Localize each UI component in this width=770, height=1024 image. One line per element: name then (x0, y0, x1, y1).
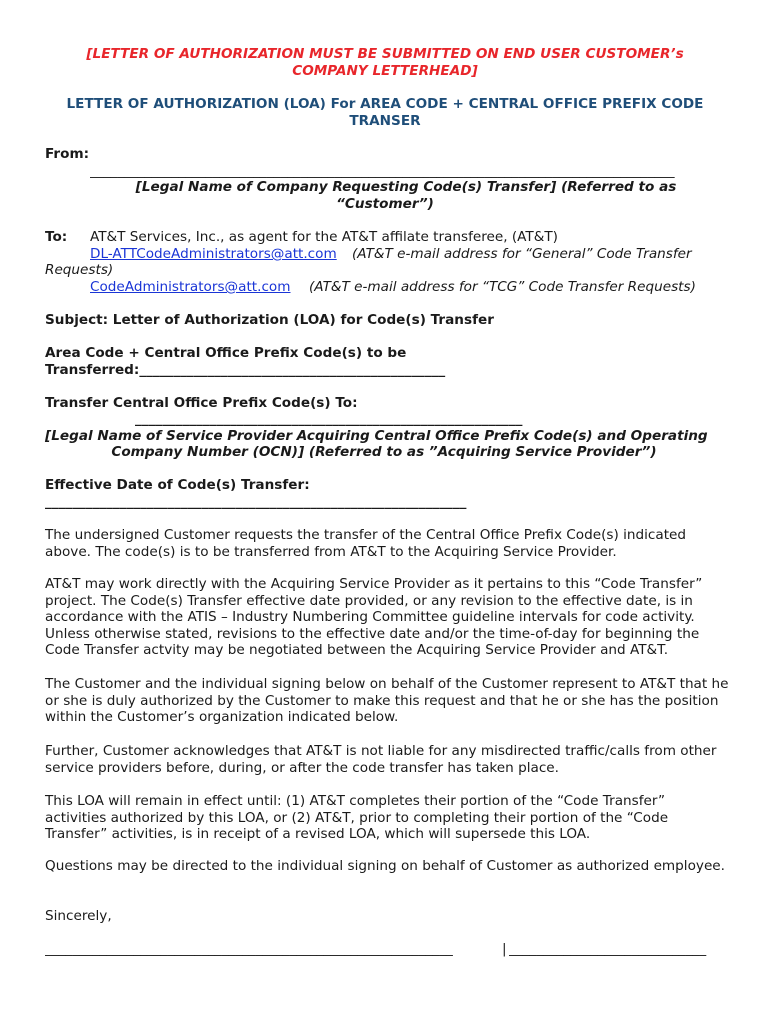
paragraph-att-coordination: AT&T may work directly with the Acquiring Service Provider as it pertains to this “Code Transfer” project. The Code(s) Transfer effective date provided, or any revision to the effective date, is in accordance with the ATIS – Industry Numbering Committee guideline intervals for code activity. Unless otherwise stated, revisions to the effective date and/or the time-of-day for beginning the Code Transfer actvity may be negotiated between the Acquiring Service Provider and AT&T. (45, 576, 703, 659)
from-company-blank[interactable]: ______________________________________________________________________________________ (90, 163, 675, 179)
letterhead-notice-line1: [LETTER OF AUTHORIZATION MUST BE SUBMITTED ON END USER CUSTOMER’s (86, 46, 684, 62)
paragraph-liability: Further, Customer acknowledges that AT&T is not liable for any misdirected traffic/calls from other service providers before, during, or after the code transfer has taken place. (45, 743, 717, 776)
to-recipient-line: AT&T Services, Inc., as agent for the AT&T affilate transferee, (AT&T) (90, 229, 558, 245)
paragraph-questions: Questions may be directed to the individual signing on behalf of Customer as authorized employee. (45, 858, 725, 874)
paragraph-loa-duration: This LOA will remain in effect until: (1) AT&T completes their portion of the “Code Transfer” activities authorized by this LOA, or (2) AT&T, prior to completing their portion of the “Code Transfer” activities, is in receipt of a revised LOA, which will supersede this LOA. (45, 793, 669, 843)
subject-line: Subject: Letter of Authorization (LOA) for Code(s) Transfer (45, 312, 494, 328)
document-title-line1: LETTER OF AUTHORIZATION (LOA) For AREA CODE + CENTRAL OFFICE PREFIX CODE (66, 96, 704, 112)
effective-date-label: Effective Date of Code(s) Transfer: (45, 477, 310, 493)
signature-blank[interactable]: ____________________________________________________________ (45, 941, 453, 957)
transferred-blank[interactable]: Transferred:_____________________________________________ (45, 362, 446, 378)
from-caption-line2: “Customer”) (336, 196, 434, 212)
sincerely-closing: Sincerely, (45, 908, 112, 924)
document-title-line2: TRANSER (349, 113, 421, 129)
tcg-transfer-email-link[interactable]: CodeAdministrators@att.com (90, 279, 291, 295)
paragraph-transfer-request: The undersigned Customer requests the transfer of the Central Office Prefix Code(s) indicated above. The code(s) is to be transferred from AT&T to the Acquiring Service Provider. (45, 527, 687, 560)
effective-date-blank[interactable]: ______________________________________________________________ (45, 494, 467, 510)
from-label: From: (45, 146, 90, 162)
general-transfer-email-link[interactable]: DL-ATTCodeAdministrators@att.com (90, 246, 337, 262)
signature-divider: | (502, 941, 507, 957)
area-code-label: Area Code + Central Office Prefix Code(s) to be (45, 345, 407, 361)
paragraph-authorization: The Customer and the individual signing below on behalf of the Customer represent to AT&T that he or she is duly authorized by the Customer to make this request and that he or she has the position within the Customer’s organization indicated below. (45, 676, 729, 726)
transfer-to-label: Transfer Central Office Prefix Code(s) To: (45, 395, 358, 411)
from-caption-line1: [Legal Name of Company Requesting Code(s) Transfer] (Referred to as (135, 179, 677, 195)
general-transfer-email-note-cont: Requests) (45, 262, 114, 278)
general-transfer-email-note: (AT&T e-mail address for “General” Code Transfer (352, 246, 692, 262)
transfer-to-caption-line1: [Legal Name of Service Provider Acquiring Central Office Prefix Code(s) and Operating (45, 428, 708, 444)
transfer-to-blank[interactable]: _________________________________________________________ (135, 411, 523, 427)
letterhead-notice-line2: COMPANY LETTERHEAD] (292, 63, 478, 79)
transfer-to-caption-line2: Company Number (OCN)] (Referred to as ”Acquiring Service Provider”) (111, 444, 657, 460)
signature-date-blank[interactable]: _____________________________ (509, 941, 707, 957)
tcg-transfer-email-note: (AT&T e-mail address for “TCG” Code Transfer Requests) (309, 279, 696, 295)
to-label: To: (45, 229, 68, 245)
